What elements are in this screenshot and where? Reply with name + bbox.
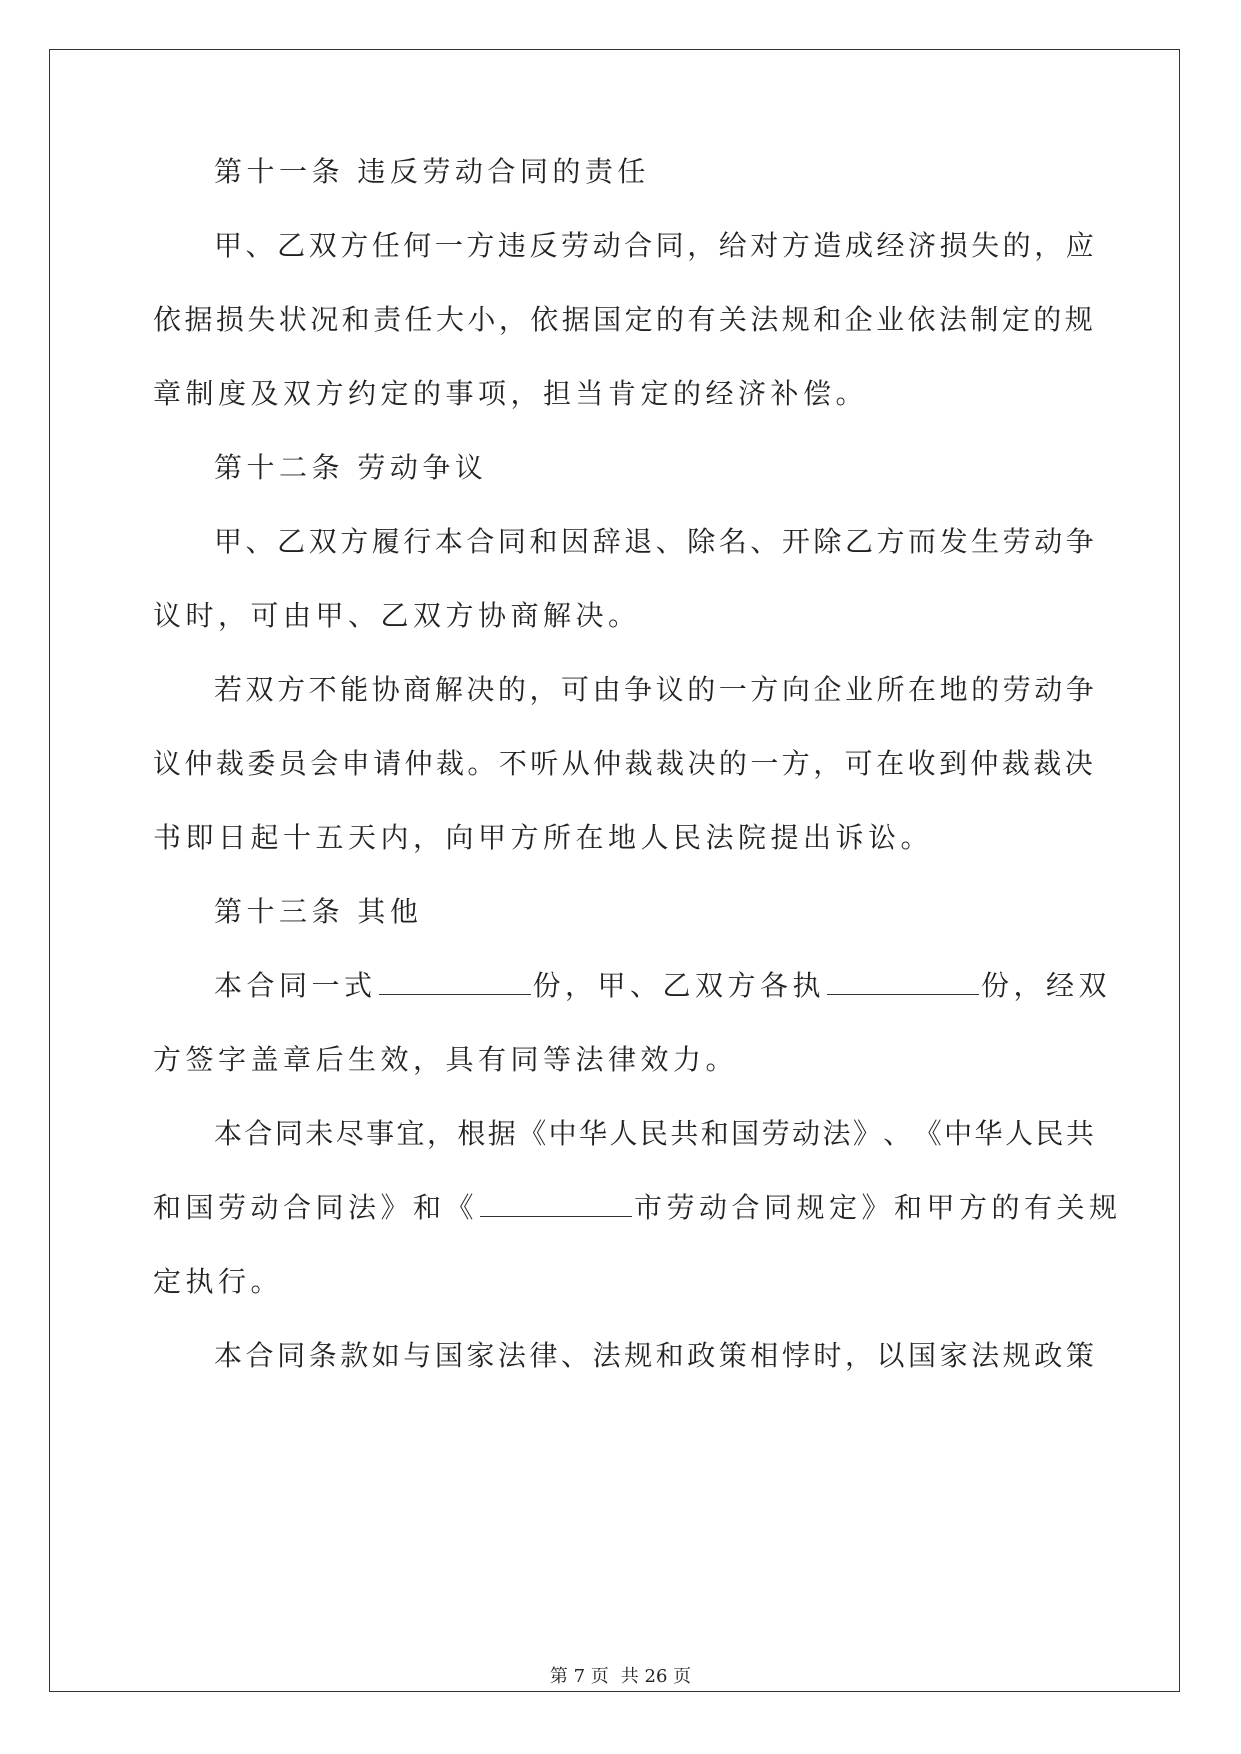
- article-12-p1-line-2: 议时，可由甲、乙双方协商解决。: [153, 599, 641, 632]
- article-12-heading: 第十二条 劳动争议: [214, 451, 488, 484]
- copies-each-blank[interactable]: [827, 966, 979, 995]
- article-11-line-2: 依 据 损 失 状 况 和 责 任 大 小 ， 依 据 国 定 的 有 关 法 规 和 企 业 依 法 制 定 的 规: [153, 303, 1093, 336]
- page-border: [49, 49, 1180, 1692]
- copies-text-2: 份，甲、乙双方各执: [532, 969, 826, 1002]
- law-text-1: 和国劳动合同法》和《: [153, 1191, 479, 1224]
- article-13-heading: 第十三条 其他: [214, 895, 423, 928]
- copies-text-3: 份，经双: [981, 969, 1112, 1002]
- city-name-blank[interactable]: [480, 1188, 632, 1217]
- copies-text-1: 本合同一式: [214, 969, 377, 1002]
- article-13-p2-line-1: 本 合 同 未 尽 事 宜 ， 根 据 《 中 华 人 民 共 和 国 劳 动 法 》 、 《 中 华 人 民 共: [214, 1117, 1094, 1150]
- law-text-2: 市劳动合同规定》和甲方的有关规: [634, 1191, 1122, 1224]
- article-13-p2-line-2: [153, 1188, 1122, 1228]
- article-11-line-3: 章制度及双方约定的事项，担当肯定的经济补偿。: [153, 377, 869, 410]
- copies-total-blank[interactable]: [379, 966, 531, 995]
- page-total: 共 26 页: [620, 1666, 692, 1687]
- article-11-heading: 第十一条 违反劳动合同的责任: [214, 155, 650, 188]
- article-13-p1-line-2: 方签字盖章后生效，具有同等法律效力。: [153, 1043, 739, 1076]
- article-12-p2-line-3: 书即日起十五天内，向甲方所在地人民法院提出诉讼。: [153, 821, 934, 854]
- article-12-p2-line-1: 若 双 方 不 能 协 商 解 决 的 ， 可 由 争 议 的 一 方 向 企 业 所 在 地 的 劳 动 争: [214, 673, 1094, 706]
- article-11-line-1: 甲 、 乙 双 方 任 何 一 方 违 反 劳 动 合 同 ， 给 对 方 造 成 经 济 损 失 的 ， 应: [214, 229, 1094, 262]
- article-12-p2-line-2: 议 仲 裁 委 员 会 申 请 仲 裁 。 不 听 从 仲 裁 裁 决 的 一 方 ， 可 在 收 到 仲 裁 裁 决: [153, 747, 1093, 780]
- article-12-p1-line-1: 甲 、 乙 双 方 履 行 本 合 同 和 因 辞 退 、 除 名 、 开 除 乙 方 而 发 生 劳 动 争: [214, 525, 1094, 558]
- page-number: 第 7 页: [549, 1666, 609, 1687]
- article-13-copies-line: [214, 966, 1112, 1006]
- article-13-p2-line-3: 定执行。: [153, 1265, 284, 1298]
- article-13-p3-line-1: 本 合 同 条 款 如 与 国 家 法 律 、 法 规 和 政 策 相 悖 时 ， 以 国 家 法 规 政 策: [214, 1339, 1094, 1372]
- page-footer: [0, 1665, 1241, 1689]
